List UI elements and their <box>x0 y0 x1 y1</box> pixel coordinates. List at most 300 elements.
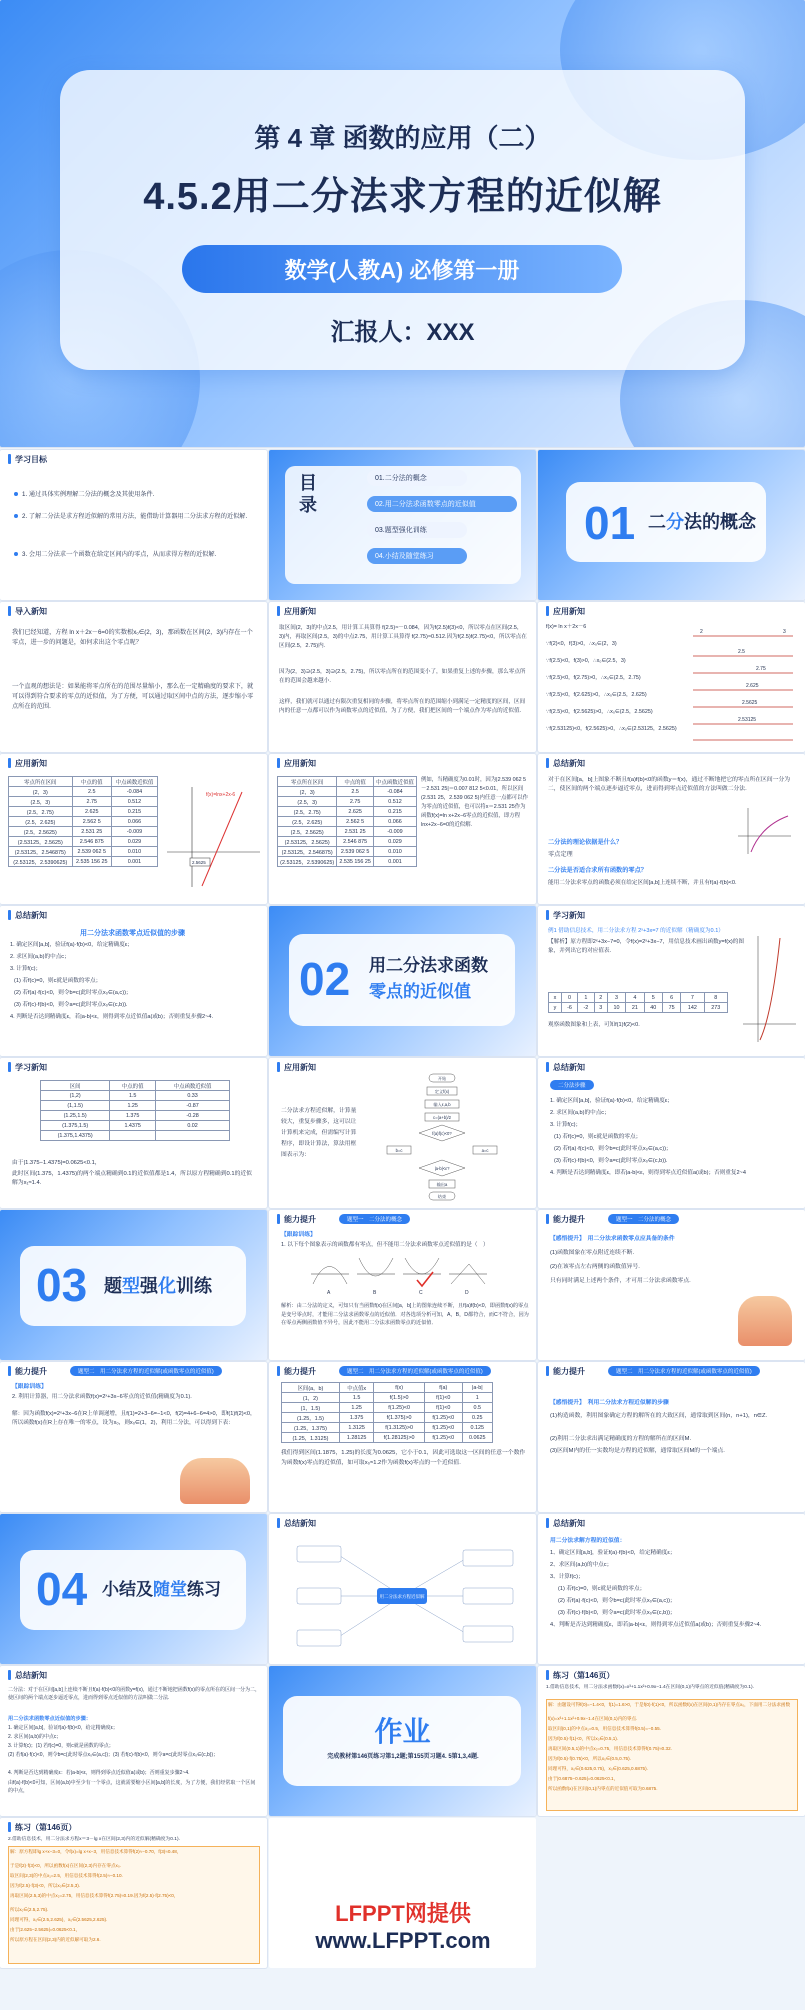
curve-sketch <box>733 806 793 856</box>
table-row <box>278 847 417 857</box>
mind-map-center-label: 用二分法求方程近似解 <box>379 1594 425 1599</box>
title-highlight: 分 <box>666 512 684 532</box>
table-row <box>9 817 158 827</box>
table-cell: 3 <box>607 993 625 1003</box>
bisection-table <box>40 1080 230 1141</box>
bullet-icon <box>14 514 18 518</box>
ex2-answer-line: 于是f(2)·f(3)<0，所以函数f(x)在区间(2,3)内存在零点x₀. <box>10 1863 122 1868</box>
slide-header <box>538 754 585 772</box>
section-number: 04 <box>36 1563 88 1615</box>
table-cell: 75 <box>662 1003 680 1013</box>
step-4: 4. 判断是否达到精确度ε，即若|a-b|<ε，则得到零点近似值a(或b)；否则重复2~4 <box>550 1170 746 1176</box>
table-row <box>278 797 417 807</box>
table-cell: (1,2) <box>41 1091 110 1101</box>
ex1-answer-line: 同理可得，x₀∈(0.625,0.75)，x₀∈(0.625,0.6875). <box>548 1766 648 1771</box>
bisection-table <box>277 776 417 867</box>
table-row <box>9 807 158 817</box>
step-2: 2. 求区间(a,b)的中点c； <box>550 1110 610 1116</box>
header-label: 练习（第146页） <box>15 1822 77 1832</box>
slide-header <box>269 1210 316 1228</box>
flow-label: a=c <box>481 1148 489 1153</box>
ex2-answer-line: 因为f(2.5)·f(3)<0，所以x₀∈(2.5,3). <box>10 1883 81 1888</box>
table-row <box>282 1433 493 1443</box>
step-1: 1. 确定区间[a,b]，验证f(a)·f(b)<0，给定精确度ε； <box>8 1725 118 1731</box>
title-part: 法的概念 <box>684 512 756 532</box>
table-cell: f(1)<0 <box>424 1403 462 1413</box>
table-row <box>41 1131 230 1141</box>
column-header: 中点函数近似值 <box>156 1081 230 1091</box>
slide-intro <box>0 602 267 752</box>
table-cell: (2.53125，2.5390625) <box>278 857 337 867</box>
table-cell: (2.5，3) <box>9 797 73 807</box>
table-cell: (1,1.5) <box>41 1101 110 1111</box>
toc-item-4[interactable]: 04.小结及随堂练习 <box>367 548 467 564</box>
header-bar-icon <box>277 606 280 616</box>
slide-header <box>0 906 47 924</box>
table-row <box>278 837 417 847</box>
table-row <box>9 837 158 847</box>
steps-title: 用二分法求函数零点近似值的步骤 <box>80 930 185 937</box>
ex2-question: 2.借助信息技术，用二分法求方程x＝3－lg x在区间(2,3)内的近似解(精确度为0.1). <box>8 1837 180 1842</box>
example-solution: 【解析】原方程即2ˣ+3x−7=0，令f(x)=2ˣ+3x−7，用信息技术画出函数y=f(x)的图象，并列出它的对应值表. <box>548 939 744 954</box>
mind-map-node <box>297 1630 341 1646</box>
table-row <box>41 1111 230 1121</box>
header-label: 总结新知 <box>15 1670 47 1680</box>
toc-title: 目录 <box>299 473 317 515</box>
slide-section-3 <box>0 1210 267 1360</box>
section-title-line2: 零点的近似值 <box>369 982 471 1001</box>
up5-title: 【感悟提升】 利用二分法求方程近似解的步骤 <box>550 1400 669 1406</box>
up3-sub: 【跟踪训练】 <box>12 1384 47 1390</box>
student-illustration <box>180 1458 250 1504</box>
step-3-3: (3) 若f(c)·f(b)<0，则令a=c(此时零点x₀∈(c,b)). <box>554 1158 668 1164</box>
app5-paragraph: 二分法求方程近似解，计算量较大，重复步骤多，这可以让计算机来完成，但需编写计算程序，即设计算法，算法用框图表示为： <box>281 1108 357 1158</box>
header-bar-icon <box>546 910 549 920</box>
table-cell: 0.066 <box>373 817 416 827</box>
option-b-curve <box>359 1258 393 1276</box>
table-row <box>9 857 158 867</box>
step-3-2: (2) 若f(a)·f(c)<0，则令b=c(此时零点x₀∈(a,c))； <box>14 990 132 996</box>
ex1-answer-line: 再取区间(0.5,1)的中点x₂=0.75，用信息技术算得f(0.75)≈0.32. <box>548 1746 672 1751</box>
table-cell: (1，1.5) <box>282 1403 340 1413</box>
header-bar-icon <box>546 1214 549 1224</box>
table-cell: 1 <box>578 993 594 1003</box>
app1-p2: 因为(2，3)⊇(2.5，3)⊇(2.5，2.75)，所以零点所在的范围变小了，如果重复上述的步骤，那么零点所在的范围会越来越小. <box>279 669 526 684</box>
slide-header <box>269 1362 316 1380</box>
table-cell: 2.5 <box>337 787 374 797</box>
table-cell: (2.5，3) <box>278 797 337 807</box>
app2-line: ∵f(2.53125)<0，f(2.5625)>0，∴x₀∈(2.53125，2.5625) <box>546 726 677 732</box>
table-cell: (1.25，1.5) <box>282 1413 340 1423</box>
header-bar-icon <box>546 1518 549 1528</box>
cover-slide <box>0 0 805 447</box>
option-a-curve <box>313 1267 347 1285</box>
app2-line: ∵f(2.5)<0，f(2.625)>0，∴x₀∈(2.5，2.625) <box>546 692 647 698</box>
ex1-answer-line: f(x)=x³+1.1x²+0.9x−1.4在区间(0,1)内的零点. <box>548 1716 638 1721</box>
ex2-answer-line: 由于|2.625−2.5625|=0.0625<0.1， <box>10 1927 81 1932</box>
table-row <box>282 1413 493 1423</box>
sum1-a1: 零点定理 <box>548 851 573 858</box>
step-3-3: (3) 若f(c)·f(b)<0，则令a=c(此时零点x₀∈(c,b)). <box>14 1002 128 1008</box>
goal-1 <box>14 490 254 500</box>
slide-sum2 <box>0 906 267 1056</box>
table-row <box>9 787 158 797</box>
ex2-answer-line: 所以原方程在区间(2,3)内的近似解可取为2.6. <box>10 1937 101 1942</box>
tick-label: 2.5625 <box>742 700 758 706</box>
flow-label: 结束 <box>437 1194 447 1199</box>
mind-map-node <box>463 1588 513 1604</box>
slide-sum1 <box>538 754 805 904</box>
step-4: 4. 判断是否达到精确度ε：若|a-b|<ε，则得到零点近似值a(或b)；否则重复步骤2~4. <box>8 1770 190 1776</box>
table-cell: (2.5，2.75) <box>9 807 73 817</box>
ex1-answer-line: 因为f(0.5)·f(0.75)<0，所以x₀∈(0.5,0.75). <box>548 1756 631 1761</box>
function-curve <box>202 792 242 886</box>
table-cell: f(1.25)<0 <box>374 1403 424 1413</box>
table-cell: f(1.28125)>0 <box>374 1433 424 1443</box>
up2-item: (1)函数图象在零点附近连续不断. <box>550 1250 635 1256</box>
slide-sum4 <box>269 1514 536 1664</box>
table-cell: 40 <box>644 1003 662 1013</box>
slide-learn1 <box>538 906 805 1056</box>
ex2-answer-line: 取区间(2,3)的中点x₁=2.5，用信息技术算得f(2.5)≈−0.10. <box>10 1873 123 1878</box>
title-part: 题 <box>104 1276 122 1296</box>
flow-label: 定义f(x) <box>434 1089 450 1094</box>
toc-item-3[interactable]: 03.题型强化训练 <box>367 522 467 538</box>
app2-line: f(x)= ln x＋2x－6 <box>546 624 587 630</box>
up4-paragraph: 我们得到区间(1.1875，1.25)的长度为0.0625，它小于0.1，因此可选取这一区间的任意一个数作为函数f(x)零点的近似值，如可取x₀≈1.2作为函数f(x)零点的一个近似值. <box>281 1450 526 1466</box>
table-cell: -0.009 <box>111 827 157 837</box>
table-cell: 21 <box>626 1003 644 1013</box>
slide-header <box>0 1818 76 1836</box>
header-label: 应用新知 <box>284 1062 316 1072</box>
learn2-p2: 此时区间(1.375，1.4375)的两个端点精确到0.1的近似值都是1.4，所以原方程精确到0.1的近似解为x₁≈1.4. <box>12 1171 252 1186</box>
table-cell: (2.5，2.75) <box>278 807 337 817</box>
table-cell: (2，3) <box>278 787 337 797</box>
table-cell: (1.25，1.375) <box>282 1423 340 1433</box>
table-row <box>282 1423 493 1433</box>
table-cell: f(1.5)>0 <box>374 1393 424 1403</box>
table-cell: 1 <box>462 1393 492 1403</box>
slide-up1 <box>269 1210 536 1360</box>
section-number: 01 <box>584 497 636 549</box>
table-cell <box>110 1131 156 1141</box>
app2-line: ∵f(2.5)<0，f(3)>0，∴x₀∈(2.5，3) <box>546 658 626 664</box>
column-header: 中点的值 <box>337 777 374 787</box>
header-bar-icon <box>8 1822 11 1832</box>
table-cell: (2.53125，2.5625) <box>9 837 73 847</box>
title-highlight: 随堂 <box>153 1580 187 1599</box>
table-cell: 142 <box>681 1003 704 1013</box>
flow-label: 开始 <box>437 1076 447 1081</box>
function-curve <box>760 938 780 1040</box>
up3-solution: 解：因为函数f(x)=2ˣ+3x−6在R上单调递增，且f(1)=2+3−6=−1<0，f(2)=4+6−6=4>0，即f(1)f(2)<0，所以函数f(x)在R上存在唯一的零点，设为x₀，则x₀∈(1，2)，利用二分法，可以得到下表： <box>12 1411 256 1426</box>
table-cell: f(1.25)<0 <box>424 1423 462 1433</box>
table-cell: 273 <box>704 1003 727 1013</box>
ex1-answer-line: 解：由题设可得f(0)=−1.4<0，f(1)=1.6>0，于是f(0)·f(1)<0，所以函数f(x)在区间(0,1)内存在零点x₀，下面用二分法求函数 <box>548 1702 791 1707</box>
step-1: 1. 确定区间[a,b]，验证f(a)·f(b)<0，给定精确度ε； <box>10 942 133 948</box>
table-cell: 0.010 <box>111 847 157 857</box>
table-row <box>41 1101 230 1111</box>
ex1-answer-line: 由于|0.6875−0.625|=0.0625<0.1， <box>548 1776 619 1781</box>
mind-map <box>277 1534 527 1660</box>
table-cell: x <box>549 993 562 1003</box>
up5-item: (3)区间M内的任一实数均是方程的近似解，通常取区间M的一个端点. <box>550 1448 725 1454</box>
table-row <box>278 817 417 827</box>
column-header: f(a) <box>424 1383 462 1393</box>
table-row <box>278 807 417 817</box>
mind-map-node <box>463 1550 513 1566</box>
flow-label: |a-b|<ε? <box>434 1166 450 1171</box>
curve-path <box>751 816 788 852</box>
toc-item-1[interactable]: 01.二分法的概念 <box>367 470 467 486</box>
section-title <box>102 1576 221 1604</box>
table-cell: (2.53125，2.5625) <box>278 837 337 847</box>
table-cell: (1，2) <box>282 1393 340 1403</box>
table-cell: 2.535 156 25 <box>337 857 374 867</box>
column-header: 零点所在区间 <box>278 777 337 787</box>
ex2-answer-line: 解：原方程即lg x+x−3=0，令f(x)=lg x+x−3，用信息技术算得f(2)≈−0.70，f(3)≈0.48， <box>10 1849 182 1854</box>
table-cell: f(1.25)<0 <box>424 1413 462 1423</box>
table-cell: 2.546 875 <box>72 837 111 847</box>
table-cell: f(1.25)<0 <box>424 1433 462 1443</box>
slide-sum3 <box>538 1058 805 1208</box>
table-cell: 2.562 5 <box>72 817 111 827</box>
header-bar-icon <box>277 1518 280 1528</box>
intro-p1: 我们已经知道，方程 ln x＋2x－6=0的实数根x₀∈(2，3)，那函数在区间(2，3)内存在一个零点，进一步的问题是，如何求出这个零点呢？ <box>12 629 253 646</box>
tick-label: 2.625 <box>746 683 759 689</box>
student-illustration <box>738 1296 792 1346</box>
table-cell: -0.084 <box>111 787 157 797</box>
function-graph <box>162 782 262 892</box>
sum6-title: 用二分法求函数零点近似值的步骤： <box>8 1716 92 1722</box>
table-cell: 0.0625 <box>462 1433 492 1443</box>
table-cell: 1.25 <box>110 1101 156 1111</box>
slide-header <box>0 1666 47 1684</box>
sum5-title: 用二分法求解方程的近似值： <box>550 1538 626 1544</box>
slide-header <box>538 1362 585 1380</box>
flow-label: f(a)f(c)<0? <box>432 1131 452 1136</box>
section-title <box>104 1272 212 1300</box>
mind-map-node <box>463 1626 513 1642</box>
sum1-a2: 能用二分法求零点的函数必须在给定区间[a,b]上连续不断，并且有f(a)·f(b)<0. <box>548 880 737 886</box>
chapter-title: 第 4 章 函数的应用（二） <box>254 123 551 153</box>
slide-up2 <box>538 1210 805 1360</box>
header-bar-icon <box>546 606 549 616</box>
header-bar-icon <box>546 1670 549 1680</box>
table-cell: y <box>549 1003 562 1013</box>
column-header: 中点值x <box>339 1383 374 1393</box>
slide-sum6 <box>0 1666 267 1816</box>
table-cell: -0.28 <box>156 1111 230 1121</box>
table-cell: 0.512 <box>111 797 157 807</box>
table-cell: 0.215 <box>111 807 157 817</box>
topic-tag: 题型一 二分法的概念 <box>608 1214 679 1224</box>
column-header: 中点的值 <box>110 1081 156 1091</box>
slide-app5 <box>269 1058 536 1208</box>
step-3: 3. 计算f(c)； <box>550 1122 582 1128</box>
up1-question: 1. 以下每个图象表示的函数都有零点，但不能用二分法求函数零点近似值的是（ ） <box>281 1242 489 1248</box>
table-cell: 10 <box>607 1003 625 1013</box>
column-header: 中点函数近似值 <box>111 777 157 787</box>
flowchart <box>369 1072 519 1204</box>
step-3-1: (1) 若f(c)=0，则c就是函数的零点； <box>14 978 102 984</box>
slide-app3 <box>0 754 267 904</box>
header-label: 应用新知 <box>284 606 316 616</box>
table-cell: 2.562 5 <box>337 817 374 827</box>
header-bar-icon <box>546 1366 549 1376</box>
table-cell: 1.375 <box>339 1413 374 1423</box>
exp-graph <box>738 934 798 1044</box>
option-d: D <box>465 1290 469 1296</box>
topic-tag: 二分法步骤 <box>550 1080 594 1090</box>
step-2: 2. 求区间(a,b)的中点c； <box>8 1734 62 1740</box>
step-2: 2. 求区间(a,b)的中点c； <box>10 954 70 960</box>
header-label: 能力提升 <box>284 1214 316 1224</box>
header-bar-icon <box>8 910 11 920</box>
header-bar-icon <box>277 1062 280 1072</box>
step-3-1: (1) 若f(c)=0，则c就是函数的零点； <box>554 1134 642 1140</box>
table-header-row <box>278 777 417 787</box>
header-bar-icon <box>8 1670 11 1680</box>
table-cell: 1.4375 <box>110 1121 156 1131</box>
slide-header <box>0 1362 47 1380</box>
table-cell: 0.33 <box>156 1091 230 1101</box>
table-row <box>41 1091 230 1101</box>
header-label: 练习（第146页） <box>553 1670 615 1680</box>
title-highlight: 化 <box>158 1276 176 1296</box>
slide-up5 <box>538 1362 805 1512</box>
learn2-p1: 由于|1.375−1.4375|=0.0625<0.1， <box>12 1160 101 1166</box>
slide-up3 <box>0 1362 267 1512</box>
table-row <box>278 787 417 797</box>
table-cell: 1.375 <box>110 1111 156 1121</box>
header-label: 导入新知 <box>15 606 47 616</box>
table-cell: 2.539 062 5 <box>72 847 111 857</box>
ex1-answer-line: 取区间(0,1)的中点x₁=0.5，用信息技术算得f(0.5)=−0.55. <box>548 1726 661 1731</box>
goal-text: 2. 了解二分法是求方程近似解的常用方法，能借助计算器用二分法求方程的近似解. <box>22 513 248 520</box>
section-title <box>648 508 756 536</box>
step-3-more: (2) 若f(a)·f(c)<0，则令b=c(此时零点x₀∈(a,c))；(3) 若f(c)·f(b)<0，则令a=c(此时零点x₀∈(c,b))； <box>8 1752 219 1758</box>
table-row <box>41 1121 230 1131</box>
header-label: 总结新知 <box>15 910 47 920</box>
slide-homework <box>269 1666 536 1816</box>
header-label: 应用新知 <box>553 606 585 616</box>
table-cell: -0.87 <box>156 1101 230 1111</box>
table-cell: (1.375,1.5) <box>41 1121 110 1131</box>
slide-header <box>0 602 47 620</box>
table-cell: 1.25 <box>339 1403 374 1413</box>
topic-tag: 题型二 用二分法求方程的近似解(或函数零点的近似值) <box>608 1366 760 1376</box>
header-label: 应用新知 <box>284 758 316 768</box>
slide-header <box>538 1210 585 1228</box>
column-header: 中点的值 <box>72 777 111 787</box>
table-cell: 5 <box>644 993 662 1003</box>
sum6-def: 二分法：对于在区间[a,b]上连续不断且f(a)·f(b)<0的函数y=f(x)，通过不断地把函数f(x)的零点所在的区间一分为二，使区间的两个端点逐步逼近零点，进而得到零点近似值的方法叫做二分法. <box>8 1687 260 1701</box>
header-bar-icon <box>8 606 11 616</box>
table-cell: 8 <box>704 993 727 1003</box>
table-cell: 2 <box>594 993 607 1003</box>
slide-header <box>269 602 316 620</box>
slide-section-2 <box>269 906 536 1056</box>
step-3: 3. 计算f(c)； <box>10 966 42 972</box>
goal-2 <box>14 512 254 522</box>
table-cell: 2.625 <box>72 807 111 817</box>
table-cell: (2.5，2.5625) <box>278 827 337 837</box>
table-cell: 0.001 <box>373 857 416 867</box>
table-cell: 2.546 875 <box>337 837 374 847</box>
up2-item: (2)在该零点左右两侧的函数值异号. <box>550 1264 640 1270</box>
flow-label: 输入ε,a,b <box>433 1102 451 1107</box>
column-header: 零点所在区间 <box>9 777 73 787</box>
slide-header <box>269 1058 316 1076</box>
header-label: 应用新知 <box>15 758 47 768</box>
promo-url[interactable]: www.LFPPT.com <box>315 1928 491 1953</box>
table-cell: 2.75 <box>72 797 111 807</box>
header-bar-icon <box>546 758 549 768</box>
table-cell: 7 <box>681 993 704 1003</box>
step-2: 2、求区间(a,b)的中点c； <box>550 1562 613 1568</box>
ex2-answer-line: 再取区间(2.5,3)的中点x₂=2.75，用信息技术算得f(2.75)≈0.19.因为f(2.5)·f(2.75)<0， <box>10 1893 179 1898</box>
step-3-3: (3) 若f(c)·f(b)<0，则令a=c(此时零点x₀∈(c,b))； <box>558 1610 676 1616</box>
bisection-table <box>281 1382 493 1443</box>
column-header: f(x) <box>374 1383 424 1393</box>
slide-header <box>538 906 585 924</box>
table-cell: 0.125 <box>462 1423 492 1433</box>
table-cell: f(1.3125)>0 <box>374 1423 424 1433</box>
table-cell: 0.010 <box>373 847 416 857</box>
topic-tag: 题型一 二分法的概念 <box>339 1214 410 1224</box>
number-line-diagram <box>688 626 798 746</box>
option-a: A <box>327 1290 331 1296</box>
flow-label: c=(a+b)/2 <box>433 1115 451 1120</box>
up3-question: 2. 利用计算器，用二分法求函数f(x)=2ˣ+3x−6零点的近似值(精确度为0.1). <box>12 1394 192 1400</box>
table-header-row <box>282 1383 493 1393</box>
tick-label: 2.75 <box>756 666 766 672</box>
step-3: 3、计算f(c)； <box>550 1574 584 1580</box>
goal-text: 1. 通过具体实例理解二分法的概念及其使用条件. <box>22 491 155 498</box>
title-part: 强 <box>140 1276 158 1296</box>
slide-app1 <box>269 602 536 752</box>
homework-text: 完成教材第146页练习第1,2题;第155页习题4. 5第1,3,4题. <box>327 1754 479 1760</box>
title-part: 练习 <box>187 1580 221 1599</box>
table-cell: 4 <box>626 993 644 1003</box>
bullet-icon <box>14 492 18 496</box>
example-1: 例1 借助信息技术，用二分法求方程 2ˣ+3x=7 的近似解（精确度为0.1） <box>548 928 724 934</box>
table-cell: -2 <box>578 1003 594 1013</box>
slide-header <box>538 1514 585 1532</box>
up5-item: (1)构造函数，利用图象确定方程的解所在的大致区间，通常取到区间(n，n+1)，n∈Z. <box>550 1413 768 1419</box>
table-cell: 1.5 <box>110 1091 156 1101</box>
tick-label: 2.53125 <box>738 717 757 723</box>
slide-header <box>538 1666 614 1684</box>
toc-item-2[interactable]: 02.用二分法求函数零点的近似值 <box>367 496 517 512</box>
table-cell: (2，3) <box>9 787 73 797</box>
column-header: |a-b| <box>462 1383 492 1393</box>
slide-header <box>269 1514 316 1532</box>
table-cell: 0.25 <box>462 1413 492 1423</box>
slide-toc <box>269 450 536 600</box>
header-bar-icon <box>8 1366 11 1376</box>
table-cell: 0.001 <box>111 857 157 867</box>
table-row-x <box>549 993 728 1003</box>
graph-label: f(x)=lnx+2x-6 <box>206 792 236 798</box>
up1-solution: 解析：由二分法的定义，可知只有当函数f(x)在区间[a，b]上的图象连续不断，且f(a)f(b)<0，即函数f(x)的零点是变号零点时，才能用二分法求函数零点的近似值．对各选项分析可知，A，B，D都符合，而C不符合，因为在零点两侧函数值不异号，因此不能用二分法求函数零点的近似值． <box>281 1303 529 1326</box>
table-cell: (1.25，1.3125) <box>282 1433 340 1443</box>
table-cell: 0.5 <box>462 1403 492 1413</box>
column-header: 区间 <box>41 1081 110 1091</box>
step-3-2: (2) 若f(a)·f(c)<0，则令b=c(此时零点x₀∈(a,c))； <box>558 1598 676 1604</box>
zero-label: 2.5625 <box>192 860 206 865</box>
